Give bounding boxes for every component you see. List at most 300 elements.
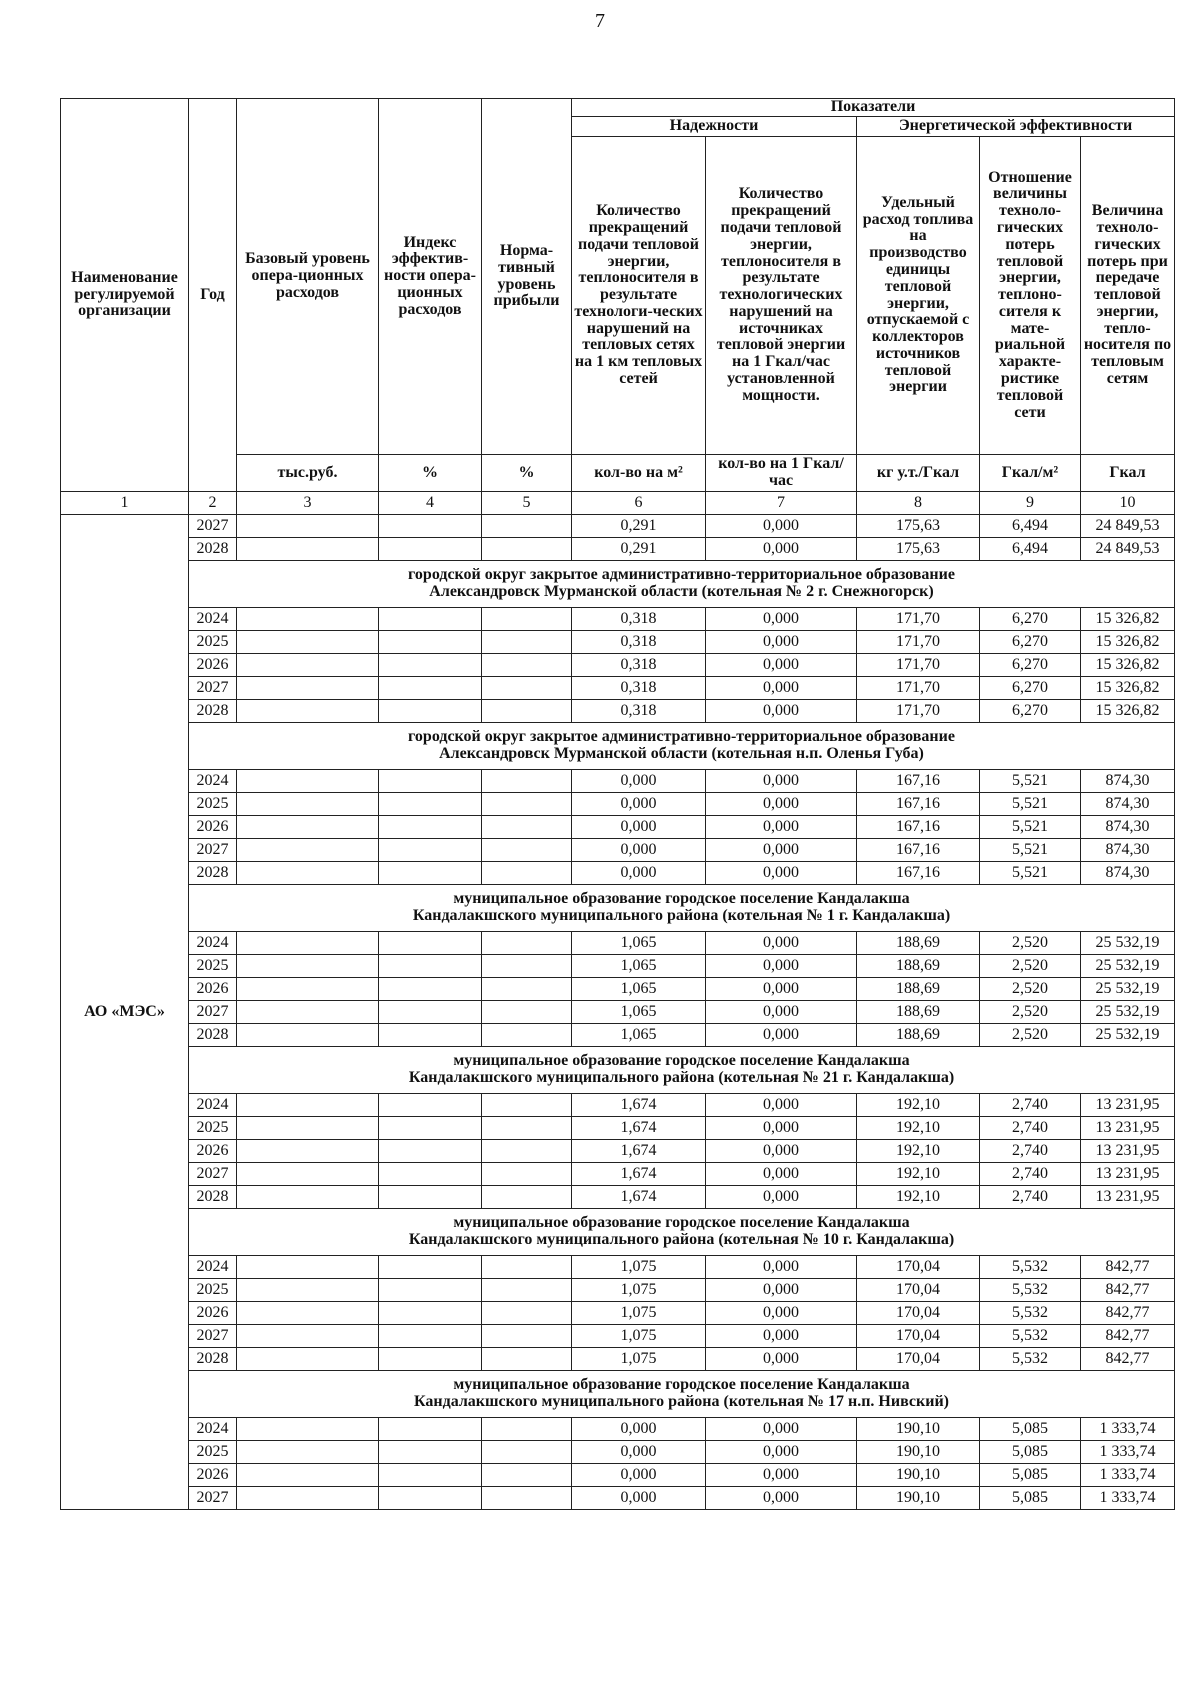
col10-value: 15 326,82 xyxy=(1081,700,1175,723)
col6-value: 0,000 xyxy=(572,793,706,816)
col9-value: 2,520 xyxy=(980,978,1081,1001)
col9-value: 5,521 xyxy=(980,770,1081,793)
col9-value: 2,520 xyxy=(980,932,1081,955)
year-cell: 2026 xyxy=(189,1302,237,1325)
col7-value: 0,000 xyxy=(706,793,857,816)
header-col10: Величина техноло-гических потерь при передаче тепловой энергии, тепло-носителя по тепловым сетям xyxy=(1081,137,1175,455)
profit-cell xyxy=(482,1418,572,1441)
col6-value: 0,000 xyxy=(572,816,706,839)
col9-value: 6,270 xyxy=(980,608,1081,631)
col10-value: 15 326,82 xyxy=(1081,631,1175,654)
col7-value: 0,000 xyxy=(706,1140,857,1163)
efficiency-index-cell xyxy=(379,1348,482,1371)
col9-value: 5,532 xyxy=(980,1348,1081,1371)
col10-value: 24 849,53 xyxy=(1081,515,1175,538)
col8-value: 188,69 xyxy=(857,932,980,955)
table-row xyxy=(61,1256,1175,1279)
col9-value: 5,532 xyxy=(980,1325,1081,1348)
col9-value: 6,270 xyxy=(980,700,1081,723)
section-title xyxy=(189,561,1175,608)
year-cell: 2024 xyxy=(189,770,237,793)
table-row xyxy=(61,1325,1175,1348)
section-title-line2: Кандалакшского муниципального района (котельная № 21 г. Кандалакша) xyxy=(408,1069,955,1086)
efficiency-index-cell xyxy=(379,955,482,978)
col9-value: 5,521 xyxy=(980,862,1081,885)
page-number: 7 xyxy=(595,10,605,32)
table-row xyxy=(61,816,1175,839)
section-title-line1: муниципальное образование городское поселение Кандалакша xyxy=(453,1052,910,1070)
colnum: 1 xyxy=(61,492,189,515)
efficiency-index-cell xyxy=(379,608,482,631)
col6-value: 1,674 xyxy=(572,1140,706,1163)
col8-value: 170,04 xyxy=(857,1302,980,1325)
profit-cell xyxy=(482,1302,572,1325)
base-costs-cell xyxy=(237,1117,379,1140)
table-row xyxy=(61,1163,1175,1186)
section-title-line1: муниципальное образование городское поселение Кандалакша xyxy=(453,1376,910,1394)
base-costs-cell xyxy=(237,1302,379,1325)
profit-cell xyxy=(482,978,572,1001)
section-title-line1: муниципальное образование городское поселение Кандалакша xyxy=(453,890,910,908)
col6-value: 1,075 xyxy=(572,1302,706,1325)
section-title-line2: Кандалакшского муниципального района (котельная № 10 г. Кандалакша) xyxy=(408,1231,955,1248)
col9-value: 5,085 xyxy=(980,1418,1081,1441)
base-costs-cell xyxy=(237,932,379,955)
col8-value: 192,10 xyxy=(857,1117,980,1140)
table-body xyxy=(61,515,1175,1510)
profit-cell xyxy=(482,1024,572,1047)
col7-value: 0,000 xyxy=(706,1279,857,1302)
col10-value: 25 532,19 xyxy=(1081,932,1175,955)
col10-value: 13 231,95 xyxy=(1081,1140,1175,1163)
base-costs-cell xyxy=(237,816,379,839)
col6-value: 0,000 xyxy=(572,862,706,885)
base-costs-cell xyxy=(237,1001,379,1024)
col9-value: 5,532 xyxy=(980,1256,1081,1279)
colnum: 8 xyxy=(857,492,980,515)
col10-value: 13 231,95 xyxy=(1081,1163,1175,1186)
year-cell: 2027 xyxy=(189,1163,237,1186)
col10-value: 15 326,82 xyxy=(1081,654,1175,677)
table-row xyxy=(61,1348,1175,1371)
efficiency-index-cell xyxy=(379,700,482,723)
col8-value: 192,10 xyxy=(857,1186,980,1209)
header-org: Наименование регулируемой организации xyxy=(61,99,189,492)
efficiency-index-cell xyxy=(379,1418,482,1441)
efficiency-index-cell xyxy=(379,1302,482,1325)
col8-value: 192,10 xyxy=(857,1140,980,1163)
col6-value: 0,291 xyxy=(572,515,706,538)
base-costs-cell xyxy=(237,839,379,862)
profit-cell xyxy=(482,1464,572,1487)
col8-value: 171,70 xyxy=(857,677,980,700)
col7-value: 0,000 xyxy=(706,1487,857,1510)
col8-value: 175,63 xyxy=(857,538,980,561)
base-costs-cell xyxy=(237,862,379,885)
unit-col3: тыс.руб. xyxy=(237,455,379,492)
year-cell: 2026 xyxy=(189,816,237,839)
section-row xyxy=(61,1209,1175,1256)
colnum: 5 xyxy=(482,492,572,515)
col7-value: 0,000 xyxy=(706,1441,857,1464)
base-costs-cell xyxy=(237,1094,379,1117)
col6-value: 0,000 xyxy=(572,1464,706,1487)
section-title xyxy=(189,885,1175,932)
col6-value: 0,000 xyxy=(572,1487,706,1510)
colnum: 9 xyxy=(980,492,1081,515)
col7-value: 0,000 xyxy=(706,700,857,723)
col7-value: 0,000 xyxy=(706,770,857,793)
table-row xyxy=(61,1117,1175,1140)
table-row xyxy=(61,862,1175,885)
col9-value: 2,740 xyxy=(980,1163,1081,1186)
profit-cell xyxy=(482,1256,572,1279)
table-row xyxy=(61,1441,1175,1464)
table-row xyxy=(61,1094,1175,1117)
base-costs-cell xyxy=(237,1325,379,1348)
indicators-table xyxy=(60,98,1175,1510)
col7-value: 0,000 xyxy=(706,1094,857,1117)
year-cell: 2027 xyxy=(189,677,237,700)
unit-col7: кол-во на 1 Гкал/час xyxy=(706,455,857,492)
efficiency-index-cell xyxy=(379,1140,482,1163)
efficiency-index-cell xyxy=(379,1256,482,1279)
year-cell: 2024 xyxy=(189,1094,237,1117)
section-title-line1: муниципальное образование городское поселение Кандалакша xyxy=(453,1214,910,1232)
base-costs-cell xyxy=(237,1487,379,1510)
col8-value: 171,70 xyxy=(857,654,980,677)
section-title xyxy=(189,1047,1175,1094)
col6-value: 1,674 xyxy=(572,1117,706,1140)
col7-value: 0,000 xyxy=(706,978,857,1001)
col6-value: 1,075 xyxy=(572,1348,706,1371)
colnum: 10 xyxy=(1081,492,1175,515)
table-row xyxy=(61,631,1175,654)
table-row xyxy=(61,1464,1175,1487)
section-row xyxy=(61,723,1175,770)
col10-value: 25 532,19 xyxy=(1081,1024,1175,1047)
col8-value: 192,10 xyxy=(857,1094,980,1117)
base-costs-cell xyxy=(237,1163,379,1186)
col6-value: 1,065 xyxy=(572,1001,706,1024)
unit-col4: % xyxy=(379,455,482,492)
efficiency-index-cell xyxy=(379,538,482,561)
col10-value: 13 231,95 xyxy=(1081,1186,1175,1209)
col10-value: 1 333,74 xyxy=(1081,1441,1175,1464)
col9-value: 6,494 xyxy=(980,538,1081,561)
col7-value: 0,000 xyxy=(706,1186,857,1209)
col9-value: 5,521 xyxy=(980,839,1081,862)
base-costs-cell xyxy=(237,793,379,816)
year-cell: 2028 xyxy=(189,862,237,885)
table-row xyxy=(61,608,1175,631)
col9-value: 6,270 xyxy=(980,677,1081,700)
unit-col10: Гкал xyxy=(1081,455,1175,492)
col7-value: 0,000 xyxy=(706,839,857,862)
table-row xyxy=(61,1418,1175,1441)
col9-value: 6,270 xyxy=(980,631,1081,654)
col9-value: 5,085 xyxy=(980,1487,1081,1510)
table-row xyxy=(61,793,1175,816)
col8-value: 167,16 xyxy=(857,862,980,885)
profit-cell xyxy=(482,515,572,538)
table-header xyxy=(61,99,1175,515)
col8-value: 171,70 xyxy=(857,700,980,723)
profit-cell xyxy=(482,1094,572,1117)
colnum: 6 xyxy=(572,492,706,515)
year-cell: 2028 xyxy=(189,1348,237,1371)
profit-cell xyxy=(482,677,572,700)
col9-value: 5,085 xyxy=(980,1464,1081,1487)
table-row xyxy=(61,538,1175,561)
year-cell: 2027 xyxy=(189,1487,237,1510)
col7-value: 0,000 xyxy=(706,654,857,677)
base-costs-cell xyxy=(237,538,379,561)
efficiency-index-cell xyxy=(379,677,482,700)
year-cell: 2024 xyxy=(189,1256,237,1279)
col7-value: 0,000 xyxy=(706,1464,857,1487)
col9-value: 2,520 xyxy=(980,955,1081,978)
header-efficiency-index: Индекс эффектив-ности опера-ционных расходов xyxy=(379,99,482,455)
colnum: 3 xyxy=(237,492,379,515)
col10-value: 24 849,53 xyxy=(1081,538,1175,561)
col8-value: 170,04 xyxy=(857,1348,980,1371)
year-cell: 2027 xyxy=(189,1325,237,1348)
efficiency-index-cell xyxy=(379,816,482,839)
col6-value: 1,065 xyxy=(572,932,706,955)
table-row xyxy=(61,1279,1175,1302)
efficiency-index-cell xyxy=(379,1024,482,1047)
section-row xyxy=(61,561,1175,608)
table-row xyxy=(61,677,1175,700)
col8-value: 190,10 xyxy=(857,1487,980,1510)
col10-value: 1 333,74 xyxy=(1081,1418,1175,1441)
col9-value: 2,520 xyxy=(980,1001,1081,1024)
col7-value: 0,000 xyxy=(706,677,857,700)
col10-value: 15 326,82 xyxy=(1081,677,1175,700)
section-title xyxy=(189,1371,1175,1418)
efficiency-index-cell xyxy=(379,770,482,793)
profit-cell xyxy=(482,700,572,723)
col9-value: 5,532 xyxy=(980,1279,1081,1302)
base-costs-cell xyxy=(237,978,379,1001)
col8-value: 190,10 xyxy=(857,1441,980,1464)
col7-value: 0,000 xyxy=(706,515,857,538)
col6-value: 1,065 xyxy=(572,955,706,978)
profit-cell xyxy=(482,816,572,839)
table-row xyxy=(61,770,1175,793)
col7-value: 0,000 xyxy=(706,1418,857,1441)
year-cell: 2025 xyxy=(189,955,237,978)
profit-cell xyxy=(482,932,572,955)
profit-cell xyxy=(482,770,572,793)
col10-value: 25 532,19 xyxy=(1081,955,1175,978)
year-cell: 2025 xyxy=(189,793,237,816)
section-title xyxy=(189,723,1175,770)
header-reliability: Надежности xyxy=(572,117,857,137)
efficiency-index-cell xyxy=(379,1186,482,1209)
header-energy-efficiency: Энергетической эффективности xyxy=(857,117,1175,137)
base-costs-cell xyxy=(237,1186,379,1209)
base-costs-cell xyxy=(237,631,379,654)
col10-value: 842,77 xyxy=(1081,1348,1175,1371)
header-indicators: Показатели xyxy=(572,99,1175,117)
col9-value: 6,494 xyxy=(980,515,1081,538)
col8-value: 188,69 xyxy=(857,955,980,978)
efficiency-index-cell xyxy=(379,1441,482,1464)
base-costs-cell xyxy=(237,1464,379,1487)
year-cell: 2027 xyxy=(189,515,237,538)
table-row xyxy=(61,839,1175,862)
col9-value: 2,740 xyxy=(980,1117,1081,1140)
col6-value: 1,065 xyxy=(572,1024,706,1047)
col8-value: 192,10 xyxy=(857,1163,980,1186)
col10-value: 1 333,74 xyxy=(1081,1464,1175,1487)
year-cell: 2026 xyxy=(189,1464,237,1487)
table-row xyxy=(61,700,1175,723)
section-title-line1: городской округ закрытое административно-территориальное образование xyxy=(408,728,955,746)
base-costs-cell xyxy=(237,1441,379,1464)
section-title-line2: Александровск Мурманской области (котельная н.п. Оленья Губа) xyxy=(439,745,924,762)
col10-value: 842,77 xyxy=(1081,1302,1175,1325)
col7-value: 0,000 xyxy=(706,1024,857,1047)
base-costs-cell xyxy=(237,677,379,700)
profit-cell xyxy=(482,538,572,561)
efficiency-index-cell xyxy=(379,631,482,654)
profit-cell xyxy=(482,1163,572,1186)
col8-value: 175,63 xyxy=(857,515,980,538)
col9-value: 5,521 xyxy=(980,793,1081,816)
efficiency-index-cell xyxy=(379,1279,482,1302)
col9-value: 2,520 xyxy=(980,1024,1081,1047)
header-profit: Норма-тивный уровень прибыли xyxy=(482,99,572,455)
col6-value: 0,318 xyxy=(572,608,706,631)
header-col8: Удельный расход топлива на производство единицы тепловой энергии, отпускаемой с коллекторов источников тепловой энергии xyxy=(857,137,980,455)
year-cell: 2026 xyxy=(189,978,237,1001)
base-costs-cell xyxy=(237,1140,379,1163)
year-cell: 2028 xyxy=(189,538,237,561)
profit-cell xyxy=(482,1140,572,1163)
year-cell: 2025 xyxy=(189,1117,237,1140)
col10-value: 15 326,82 xyxy=(1081,608,1175,631)
col6-value: 1,674 xyxy=(572,1094,706,1117)
col6-value: 0,318 xyxy=(572,700,706,723)
year-cell: 2027 xyxy=(189,1001,237,1024)
base-costs-cell xyxy=(237,1348,379,1371)
col8-value: 190,10 xyxy=(857,1464,980,1487)
efficiency-index-cell xyxy=(379,862,482,885)
base-costs-cell xyxy=(237,1418,379,1441)
year-cell: 2028 xyxy=(189,1186,237,1209)
base-costs-cell xyxy=(237,608,379,631)
section-title-line1: городской округ закрытое административно-территориальное образование xyxy=(408,566,955,584)
col6-value: 0,000 xyxy=(572,839,706,862)
section-title-line2: Кандалакшского муниципального района (котельная № 17 н.п. Нивский) xyxy=(413,1393,949,1410)
col6-value: 1,674 xyxy=(572,1163,706,1186)
col6-value: 0,318 xyxy=(572,631,706,654)
col7-value: 0,000 xyxy=(706,1325,857,1348)
org-name: АО «МЭС» xyxy=(61,515,189,1510)
col7-value: 0,000 xyxy=(706,932,857,955)
col10-value: 25 532,19 xyxy=(1081,978,1175,1001)
table-row xyxy=(61,515,1175,538)
col7-value: 0,000 xyxy=(706,1001,857,1024)
col7-value: 0,000 xyxy=(706,862,857,885)
profit-cell xyxy=(482,1348,572,1371)
col7-value: 0,000 xyxy=(706,1348,857,1371)
col10-value: 842,77 xyxy=(1081,1256,1175,1279)
col8-value: 170,04 xyxy=(857,1325,980,1348)
profit-cell xyxy=(482,1325,572,1348)
year-cell: 2025 xyxy=(189,631,237,654)
header-col7: Количество прекращений подачи тепловой энергии, теплоносителя в результате технологических нарушений на источниках тепловой энергии на 1 Гкал/час установленной мощности. xyxy=(706,137,857,455)
efficiency-index-cell xyxy=(379,1464,482,1487)
header-year: Год xyxy=(189,99,237,492)
header-col6: Количество прекращений подачи тепловой энергии, теплоносителя в результате технологи-ческих нарушений на тепловых сетях на 1 км тепловых сетей xyxy=(572,137,706,455)
col8-value: 170,04 xyxy=(857,1256,980,1279)
col7-value: 0,000 xyxy=(706,608,857,631)
table-row xyxy=(61,1302,1175,1325)
col10-value: 25 532,19 xyxy=(1081,1001,1175,1024)
col9-value: 5,532 xyxy=(980,1302,1081,1325)
efficiency-index-cell xyxy=(379,1487,482,1510)
col10-value: 874,30 xyxy=(1081,816,1175,839)
efficiency-index-cell xyxy=(379,1325,482,1348)
col7-value: 0,000 xyxy=(706,816,857,839)
profit-cell xyxy=(482,1117,572,1140)
col7-value: 0,000 xyxy=(706,1302,857,1325)
col8-value: 167,16 xyxy=(857,839,980,862)
col10-value: 13 231,95 xyxy=(1081,1094,1175,1117)
col6-value: 1,065 xyxy=(572,978,706,1001)
unit-col5: % xyxy=(482,455,572,492)
section-title-line2: Кандалакшского муниципального района (котельная № 1 г. Кандалакша) xyxy=(412,907,951,924)
efficiency-index-cell xyxy=(379,793,482,816)
colnum: 2 xyxy=(189,492,237,515)
profit-cell xyxy=(482,1001,572,1024)
col6-value: 0,000 xyxy=(572,1441,706,1464)
col8-value: 190,10 xyxy=(857,1418,980,1441)
col10-value: 1 333,74 xyxy=(1081,1487,1175,1510)
col8-value: 167,16 xyxy=(857,770,980,793)
col7-value: 0,000 xyxy=(706,1256,857,1279)
profit-cell xyxy=(482,1441,572,1464)
year-cell: 2028 xyxy=(189,1024,237,1047)
col10-value: 842,77 xyxy=(1081,1325,1175,1348)
profit-cell xyxy=(482,1186,572,1209)
year-cell: 2026 xyxy=(189,654,237,677)
col10-value: 13 231,95 xyxy=(1081,1117,1175,1140)
base-costs-cell xyxy=(237,955,379,978)
efficiency-index-cell xyxy=(379,1001,482,1024)
efficiency-index-cell xyxy=(379,515,482,538)
base-costs-cell xyxy=(237,1279,379,1302)
profit-cell xyxy=(482,1487,572,1510)
efficiency-index-cell xyxy=(379,839,482,862)
col6-value: 0,291 xyxy=(572,538,706,561)
col7-value: 0,000 xyxy=(706,1163,857,1186)
year-cell: 2025 xyxy=(189,1279,237,1302)
table-row xyxy=(61,978,1175,1001)
col8-value: 167,16 xyxy=(857,793,980,816)
profit-cell xyxy=(482,839,572,862)
col6-value: 1,075 xyxy=(572,1325,706,1348)
section-title-line2: Александровск Мурманской области (котельная № 2 г. Снежногорск) xyxy=(429,583,934,600)
col10-value: 842,77 xyxy=(1081,1279,1175,1302)
col9-value: 5,085 xyxy=(980,1441,1081,1464)
col10-value: 874,30 xyxy=(1081,770,1175,793)
year-cell: 2027 xyxy=(189,839,237,862)
